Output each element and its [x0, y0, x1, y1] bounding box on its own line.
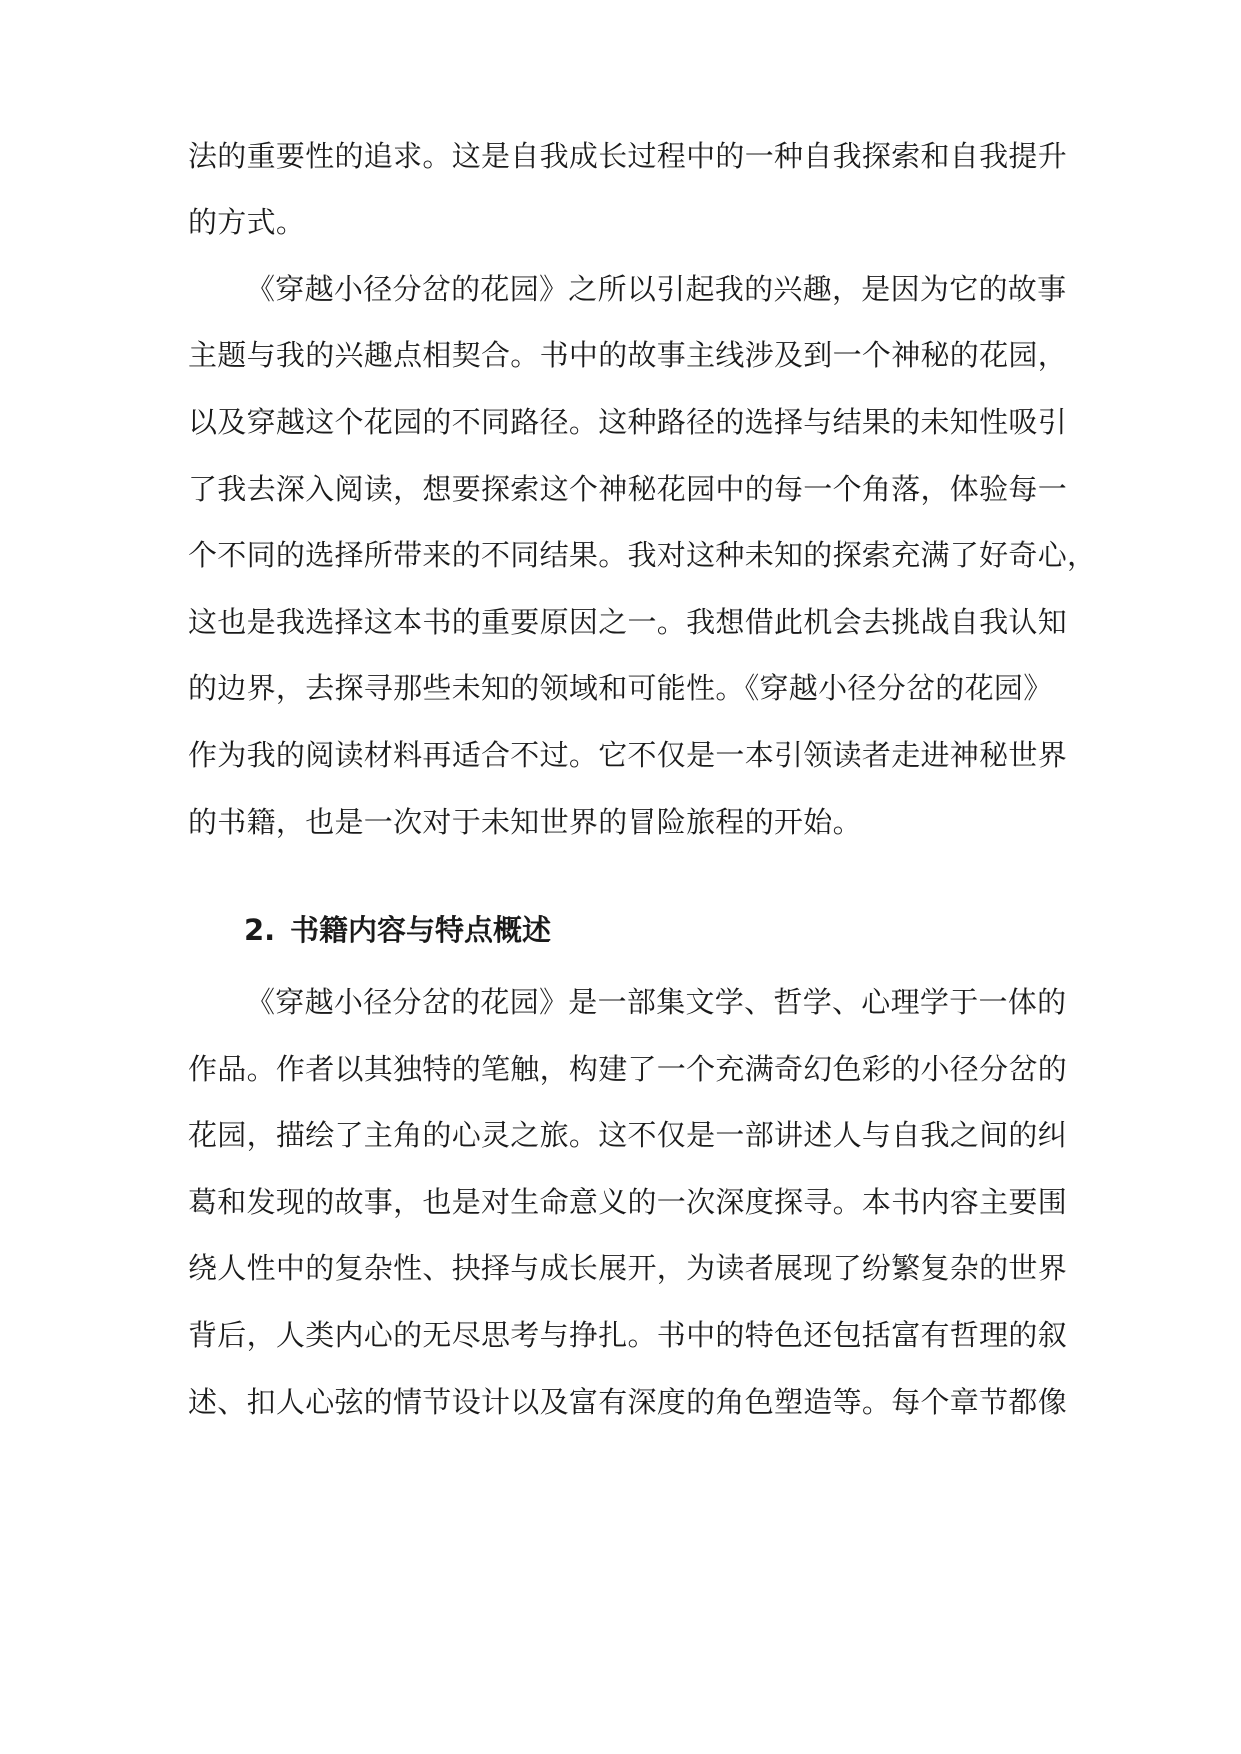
section-number: 2.	[244, 913, 276, 947]
text-line: 这也是我选择这本书的重要原因之一。我想借此机会去挑战自我认知	[188, 605, 1068, 639]
text-line: 述、扣人心弦的情节设计以及富有深度的角色塑造等。每个章节都像	[188, 1385, 1068, 1419]
text-line: 《穿越小径分岔的花园》是一部集文学、哲学、心理学于一体的	[246, 985, 1067, 1019]
text-line: 的边界，去探寻那些未知的领域和可能性。《穿越小径分岔的花园》	[188, 671, 1053, 705]
text-line: 主题与我的兴趣点相契合。书中的故事主线涉及到一个神秘的花园，	[188, 338, 1068, 372]
text-line: 个不同的选择所带来的不同结果。我对这种未知的探索充满了好奇心，	[188, 538, 1097, 572]
text-line: 作品。作者以其独特的笔触，构建了一个充满奇幻色彩的小径分岔的	[188, 1052, 1068, 1086]
text-line: 作为我的阅读材料再适合不过。它不仅是一本引领读者走进神秘世界	[188, 738, 1068, 772]
text-line: 法的重要性的追求。这是自我成长过程中的一种自我探索和自我提升	[188, 139, 1068, 173]
section-heading	[244, 910, 1044, 950]
text-line: 葛和发现的故事，也是对生命意义的一次深度探寻。本书内容主要围	[188, 1185, 1068, 1219]
text-line: 的方式。	[188, 205, 306, 239]
text-line: 绕人性中的复杂性、抉择与成长展开，为读者展现了纷繁复杂的世界	[188, 1251, 1068, 1285]
text-line: 花园，描绘了主角的心灵之旅。这不仅是一部讲述人与自我之间的纠	[188, 1118, 1068, 1152]
text-line: 的书籍，也是一次对于未知世界的冒险旅程的开始。	[188, 805, 862, 839]
text-line: 了我去深入阅读，想要探索这个神秘花园中的每一个角落，体验每一	[188, 472, 1068, 506]
section-title: 书籍内容与特点概述	[290, 913, 552, 947]
text-line: 背后，人类内心的无尽思考与挣扎。书中的特色还包括富有哲理的叙	[188, 1318, 1068, 1352]
text-line: 《穿越小径分岔的花园》之所以引起我的兴趣，是因为它的故事	[246, 272, 1067, 306]
text-line: 以及穿越这个花园的不同路径。这种路径的选择与结果的未知性吸引	[188, 405, 1068, 439]
